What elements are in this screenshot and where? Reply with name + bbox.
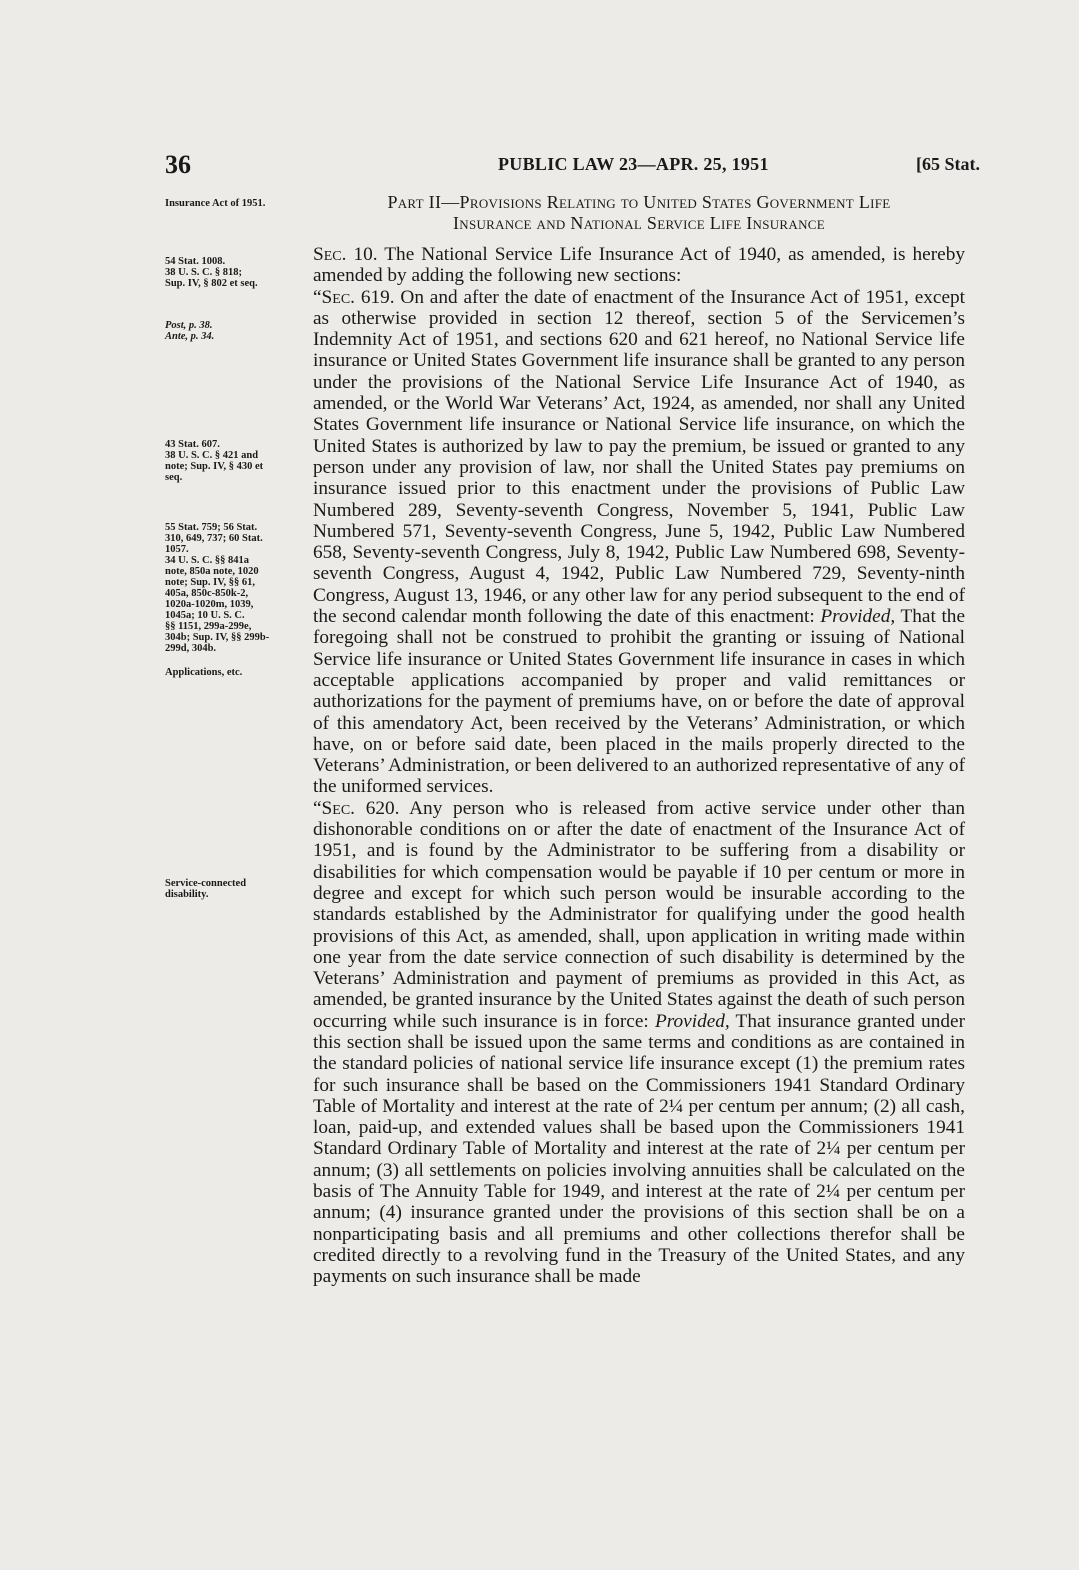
margin-note-stat-759: 55 Stat. 759; 56 Stat. 310, 649, 737; 60 Stat. 1057. 34 U. S. C. §§ 841a note, 850a note, 1020 note; Sup. IV, §§ 61, 405a, 850c-850k-2, 1020a-1020m, 1039, 1045a; 10 U. S. C. §§ 1151, 299a-299e, 304b; Sup. IV, §§ 299b- 299d, 304b. xyxy=(165,522,270,654)
section-10-text: The National Service Life Insurance Act of 1940, as amended, is hereby amended by adding the following new sections: xyxy=(313,244,965,287)
section-619-text-b: That the foregoing shall not be construed to prohibit the granting or issuing of National Service life insurance or United States Government life insurance in cases in which acceptable applications accompanied by proper and valid remittances or authorizations for the payment of premiums have, on or before the date of approval of this amendatory Act, been received by the Veterans’ Administration, or which have, on or before said date, been placed in the mails properly directed to the Veterans’ Administration, or been delivered to an authorized representative of any of the uniformed services. xyxy=(313,606,966,798)
part-heading-line2: Insurance and National Service Life Insurance xyxy=(452,213,825,233)
section-10-paragraph xyxy=(313,244,965,287)
margin-note-stat-607: 43 Stat. 607. 38 U. S. C. § 421 and note; Sup. IV, § 430 et seq. xyxy=(165,439,264,483)
page-header xyxy=(165,150,980,180)
section-619-provided: Provided, xyxy=(820,606,896,628)
section-619-text-a: On and after the date of enactment of the Insurance Act of 1951, except as otherwise provided in section 12 thereof, section 5 of the Servicemen’s Indemnity Act of 1951, and sections 620 and 621 hereof, no National Service life insurance or United States Government life insurance shall be granted to any person under the provisions of the National Service Life Insurance Act of 1940, as amended, or the World War Veterans’ Act, 1924, as amended, nor shall any United States Government life insurance or National Service life insurance, on which the United States is authorized by law to pay the premium, be issued or granted to any person under any provision of law, nor shall the United States pay premiums on insurance issued prior to this enactment under the provisions of Public Law Numbered 289, Seventy-seventh Congress, November 5, 1941, Public Law Numbered 571, Seventy-seventh Congress, June 5, 1942, Public Law Numbered 658, Seventy-seventh Congress, July 8, 1942, Public Law Numbered 698, Seventy-seventh Congress, August 4, 1942, Public Law Numbered 729, Seventy-ninth Congress, August 13, 1946, or any other law for any period subsequent to the end of the second calendar month following the date of this enactment: xyxy=(313,286,965,628)
running-title: PUBLIC LAW 23—APR. 25, 1951 xyxy=(498,154,769,174)
section-620-text-a: Any person who is released from active service under other than dishonorable conditions on or after the date of enactment of the Insurance Act of 1951, and is found by the Administrator to be suffering from a disability or disabilities for which compensation would be payable if 10 per centum or more in degree and except for which such person would be insurable according to the standards established by the Administrator for qualifying under the good health provisions of this Act, as amended, shall, upon application in writing made within one year from the date service connection of such disability is determined by the Veterans’ Administration and payment of premiums as provided in this Act, as amended, be granted insurance by the United States against the death of such person occurring while such insurance is in force: xyxy=(313,797,966,1032)
section-619-label: “Sec. 619. xyxy=(313,286,395,308)
margin-note-post-ante: Post, p. 38. Ante, p. 34. xyxy=(165,320,215,342)
section-620-label: “Sec. 620. xyxy=(313,797,400,819)
margin-note-stat-1008: 54 Stat. 1008. 38 U. S. C. § 818; Sup. IV, § 802 et seq. xyxy=(165,256,258,289)
section-619-paragraph xyxy=(313,287,965,798)
page-number: 36 xyxy=(165,150,191,179)
section-620-provided: Provided, xyxy=(654,1010,730,1032)
body-text xyxy=(313,192,965,1288)
section-10-label: Sec. 10. xyxy=(313,244,378,265)
margin-note-service-connected: Service-connected disability. xyxy=(165,878,247,900)
margin-note-applications: Applications, etc. xyxy=(165,667,243,678)
statute-reference: [65 Stat. xyxy=(916,154,980,174)
part-heading-line1: Part II—Provisions Relating to United States Government Life xyxy=(387,192,891,212)
margin-note-insurance-act: Insurance Act of 1951. xyxy=(165,198,266,209)
section-620-paragraph xyxy=(313,798,965,1288)
part-heading xyxy=(313,192,965,234)
section-620-text-b: That insurance granted under this section shall be issued upon the same terms and conditions as are contained in the standard policies of national service life insurance except (1) the premium rates for such insurance shall be based on the Commissioners 1941 Standard Ordinary Table of Mortality and interest at the rate of 2¼ per centum per annum; (2) all cash, loan, paid-up, and extended values shall be based upon the Commissioners 1941 Standard Ordinary Table of Mortality and interest at the rate of 2¼ per centum per annum; (3) all settlements on policies involving annuities shall be calculated on the basis of The Annuity Table for 1949, and interest at the rate of 2¼ per centum per annum; (4) insurance granted under the provisions of this section shall be on a nonparticipating basis and all premiums and other collections therefor shall be credited directly to a revolving fund in the Treasury of the United States, and any payments on such insurance shall be made xyxy=(313,1010,965,1288)
